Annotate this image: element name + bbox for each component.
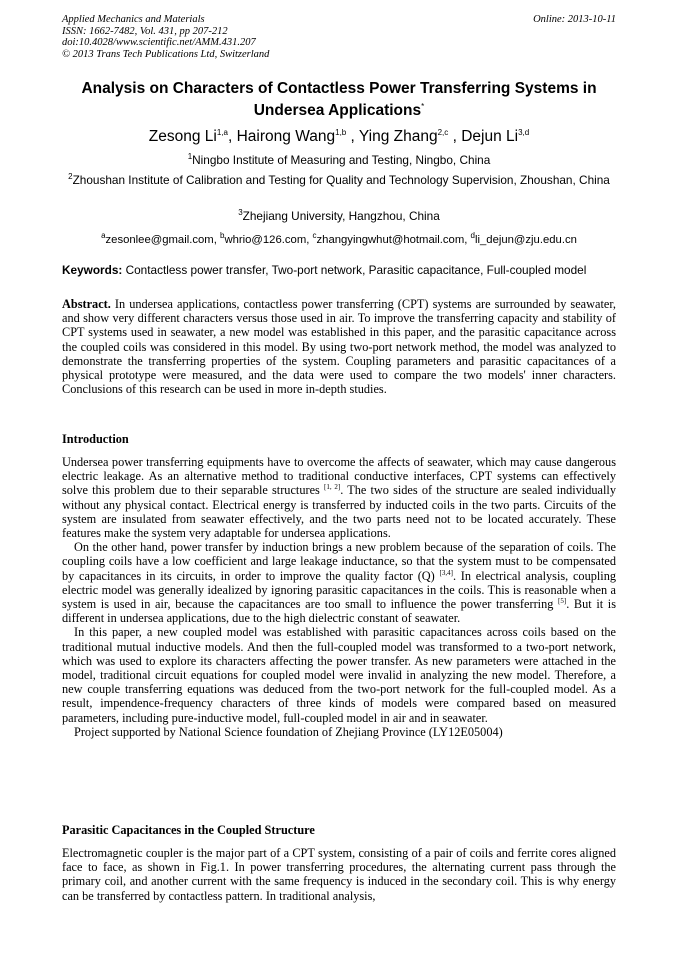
title-footnote-marker: * bbox=[421, 102, 425, 111]
title-text: Analysis on Characters of Contactless Power Transferring Systems in Undersea Applications bbox=[81, 80, 597, 120]
citation: [3,4] bbox=[439, 568, 453, 577]
online-date: Online: 2013-10-11 bbox=[533, 14, 616, 25]
author: Dejun Li$^{3,d}$ bbox=[461, 128, 530, 146]
copyright-line: © 2013 Trans Tech Publications Ltd, Switzerland bbox=[62, 48, 270, 60]
journal-name: Applied Mechanics and Materials bbox=[62, 14, 205, 25]
author: Hairong Wang$^{1,b}$ , bbox=[236, 128, 359, 146]
affiliation-2: $^2$Zhoushan Institute of Calibration and Testing for Quality and Technology Supervision, Zhoushan, China bbox=[68, 172, 610, 187]
journal-header bbox=[62, 14, 616, 60]
author: Zesong Li$^{1,a}$, bbox=[148, 128, 237, 146]
intro-paragraph-3: In this paper, a new coupled model was established with parasitic capacitances across coils based on the traditional mutual inductive models. And then the full-coupled model was transformed to a two-port network, which was used to explore its characters affecting the power transfer. As new parameters were attached in the model, traditional circuit equations for coupled model were invalid in analyzing the new model. Therefore, a new couple transferring equations was deduced from the two-port network for the full-coupled model. As a result, impendence-frequency characters of three kinds of models were compared based on measured parameters, including pure-inductive model, full-coupled model in air and in seawater. bbox=[62, 625, 616, 725]
section-heading-parasitic-capacitances: Parasitic Capacitances in the Coupled Structure bbox=[62, 823, 315, 837]
author: Ying Zhang$^{2,c}$ , bbox=[358, 128, 462, 146]
issn-line: ISSN: 1662-7482, Vol. 431, pp 207-212 bbox=[62, 25, 228, 37]
section-heading-introduction: Introduction bbox=[62, 432, 129, 446]
affiliation-3: $^3$Zhejiang University, Hangzhou, China bbox=[238, 208, 440, 223]
abstract-text: In undersea applications, contactless power transferring (CPT) systems are surrounded by seawater, and show very different characters versus those used in air. To improve the transferring capacity and stability of CPT systems used in seawater, a new model was established in this paper, and the parasitic capacitance across the coupled coils was considered in this model. By using two-port network method, the model was analyzed to demonstrate the transferring properties of the system. Coupling parameters and parasitic capacitances of a physical prototype were measured, and the data were used to compare the two models' inner characters. Conclusions of this research can be used in more in-depth studies. bbox=[62, 297, 617, 397]
funding-note: Project supported by National Science foundation of Zhejiang Province (LY12E05004) bbox=[74, 724, 503, 739]
citation: [5] bbox=[558, 596, 567, 605]
email-list: $^a$zesonlee@gmail.com, $^b$whrio@126.com, $^c$zhangyingwhut@hotmail.com, $^d$li_dejun@zju.edu.cn bbox=[101, 231, 577, 246]
keywords-text: Contactless power transfer, Two-port network, Parasitic capacitance, Full-coupled model bbox=[125, 263, 587, 277]
section2-paragraph-1: Electromagnetic coupler is the major part of a CPT system, consisting of a pair of coils and ferrite cores aligned face to face, as shown in Fig.1. In power transferring procedures, the alternating current pass through the primary coil, and another current with the same frequency is induced in the secondary coil. This is why energy can be transferred by contactless pattern. In traditional analysis, bbox=[62, 846, 616, 903]
author-list bbox=[62, 123, 616, 147]
paper-title bbox=[62, 80, 616, 120]
abstract bbox=[62, 297, 616, 396]
doi-line: doi:10.4028/www.scientific.net/AMM.431.207 bbox=[62, 37, 256, 48]
introduction-body bbox=[62, 455, 616, 739]
affiliation-1: $^1$Ningbo Institute of Measuring and Testing, Ningbo, China bbox=[187, 152, 491, 167]
section2-body bbox=[62, 846, 616, 903]
intro-paragraph-2: On the other hand, power transfer by induction brings a new problem because of the separation of coils. The coupling coils have a low coefficient and large leakage inductance, so that the system must to be compensated by capacitances in its circuits, in order to improve the quality factor (Q) [3,4]. In electrical analysis, coupling electric model was generally idealized by ignoring parasitic capacitances in the coils. This is reasonable when a system is used in air, because the capacitances are too small to influence the power transferring [5]. But it is different in undersea applications, due to the high dielectric constant of seawater. bbox=[62, 540, 617, 626]
abstract-label: Abstract. bbox=[62, 297, 111, 311]
intro-paragraph-1: Undersea power transferring equipments have to overcome the affects of seawater, which may cause dangerous electric leakage. As an alternative method to traditional conductive interfaces, CPT systems can effectively solve this problem due to their separable structures [1, 2]. The two sides of the structure are sealed individually without any physical contact. Electrical energy is transferred by inducted coils in the two parts. Circuits of the system are insulated from seawater effectively, and the two parts need not to be located accurately. These features make the system very adaptable for undersea applications. bbox=[62, 455, 616, 541]
keywords bbox=[62, 263, 616, 277]
citation: [1, 2] bbox=[323, 483, 341, 492]
keywords-label: Keywords: bbox=[62, 263, 123, 277]
